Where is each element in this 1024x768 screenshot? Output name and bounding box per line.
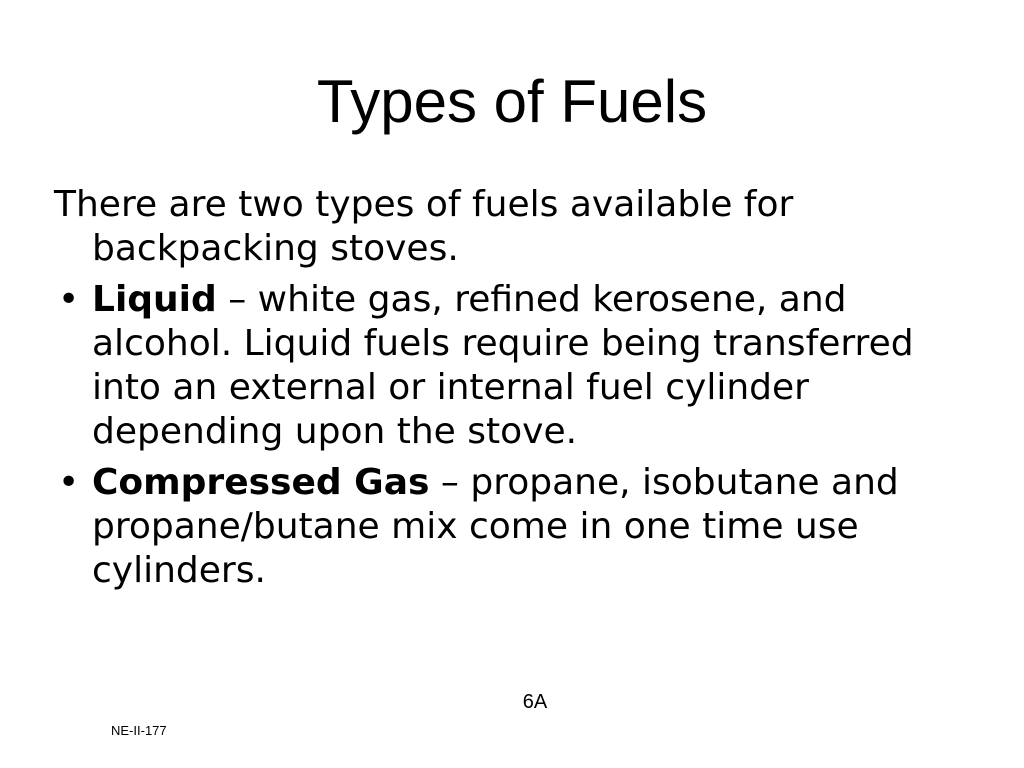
list-item-compressed-gas	[54, 461, 984, 593]
list-item-liquid	[54, 278, 984, 454]
term-liquid: Liquid	[92, 279, 217, 320]
slide-body	[54, 183, 984, 600]
footer-code: NE-II-177	[111, 723, 167, 738]
term-compressed-gas: Compressed Gas	[92, 462, 430, 503]
description-compressed-gas: – propane, isobutane and propane/butane mix come in one time use cylinders.	[92, 462, 899, 591]
slide-number: 6A	[522, 691, 548, 713]
fuel-types-list	[54, 278, 984, 593]
intro-paragraph: There are two types of fuels available for backpacking stoves.	[54, 184, 794, 269]
description-liquid: – white gas, refined kerosene, and alcohol. Liquid fuels require being transferred into an external or internal fuel cylinder depending upon the stove.	[92, 279, 914, 452]
bullet-icon: •	[58, 462, 80, 503]
bullet-icon: •	[58, 279, 80, 320]
slide-title: Types of Fuels	[316, 68, 708, 135]
